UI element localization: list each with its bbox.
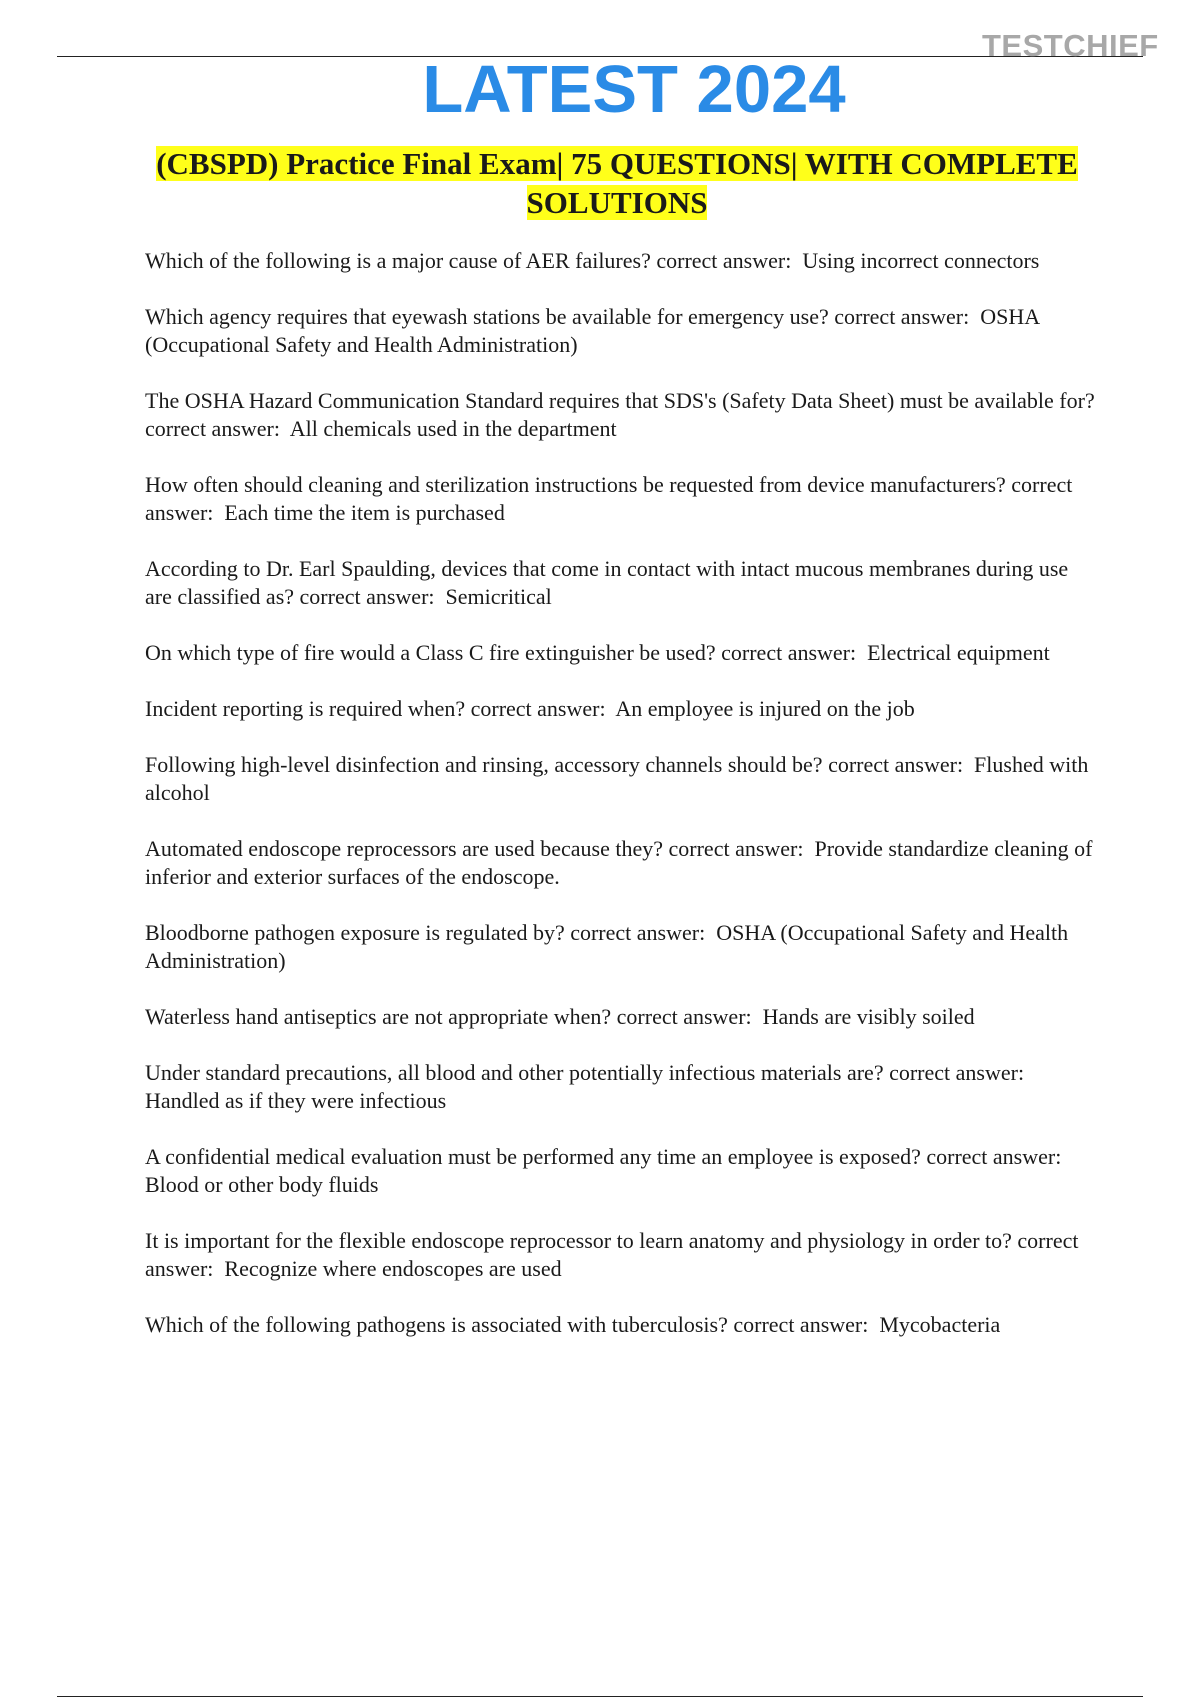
document-subtitle <box>150 144 1084 222</box>
question-item: Following high-level disinfection and rinsing, accessory channels should be? correct answer: Flushed with alcohol <box>145 752 1094 805</box>
question-item: According to Dr. Earl Spaulding, devices that come in contact with intact mucous membranes during use are classified as? correct answer: Semicritical <box>145 556 1074 609</box>
question-item: Which agency requires that eyewash stations be available for emergency use? correct answer: OSHA (Occupational Safety and Health Administration) <box>145 304 1045 357</box>
question-item: How often should cleaning and sterilization instructions be requested from device manufacturers? correct answer: Each time the item is purchased <box>145 472 1078 525</box>
question-item: The OSHA Hazard Communication Standard requires that SDS's (Safety Data Sheet) must be available for? correct answer: All chemicals used in the department <box>145 388 1101 441</box>
question-item: Automated endoscope reprocessors are used because they? correct answer: Provide standardize cleaning of inferior and exterior surfaces of the endoscope. <box>145 836 1098 889</box>
question-item: Which of the following pathogens is associated with tuberculosis? correct answer: Mycobacteria <box>145 1312 1001 1337</box>
question-item: Under standard precautions, all blood and other potentially infectious materials are? correct answer: Handled as if they were infectious <box>145 1060 1036 1113</box>
subtitle-highlight: (CBSPD) Practice Final Exam| 75 QUESTIONS| WITH COMPLETE SOLUTIONS <box>156 146 1078 220</box>
question-item: Waterless hand antiseptics are not appropriate when? correct answer: Hands are visibly soiled <box>145 1004 975 1029</box>
question-item: Which of the following is a major cause of AER failures? correct answer: Using incorrect connectors <box>145 248 1040 273</box>
question-item: It is important for the flexible endoscope reprocessor to learn anatomy and physiology in order to? correct answer: Recognize where endoscopes are used <box>145 1228 1084 1281</box>
question-item: Incident reporting is required when? correct answer: An employee is injured on the job <box>145 696 915 721</box>
question-item: On which type of fire would a Class C fire extinguisher be used? correct answer: Electrical equipment <box>145 640 1050 665</box>
question-list <box>145 247 1101 1367</box>
question-item: A confidential medical evaluation must be performed any time an employee is exposed? correct answer: Blood or other body fluids <box>145 1144 1073 1197</box>
page-title: LATEST 2024 <box>422 52 846 127</box>
footer-rule <box>57 1696 1143 1697</box>
watermark-brand: TESTCHIEF <box>982 28 1159 63</box>
question-item: Bloodborne pathogen exposure is regulated by? correct answer: OSHA (Occupational Safety and Health Administration) <box>145 920 1073 973</box>
